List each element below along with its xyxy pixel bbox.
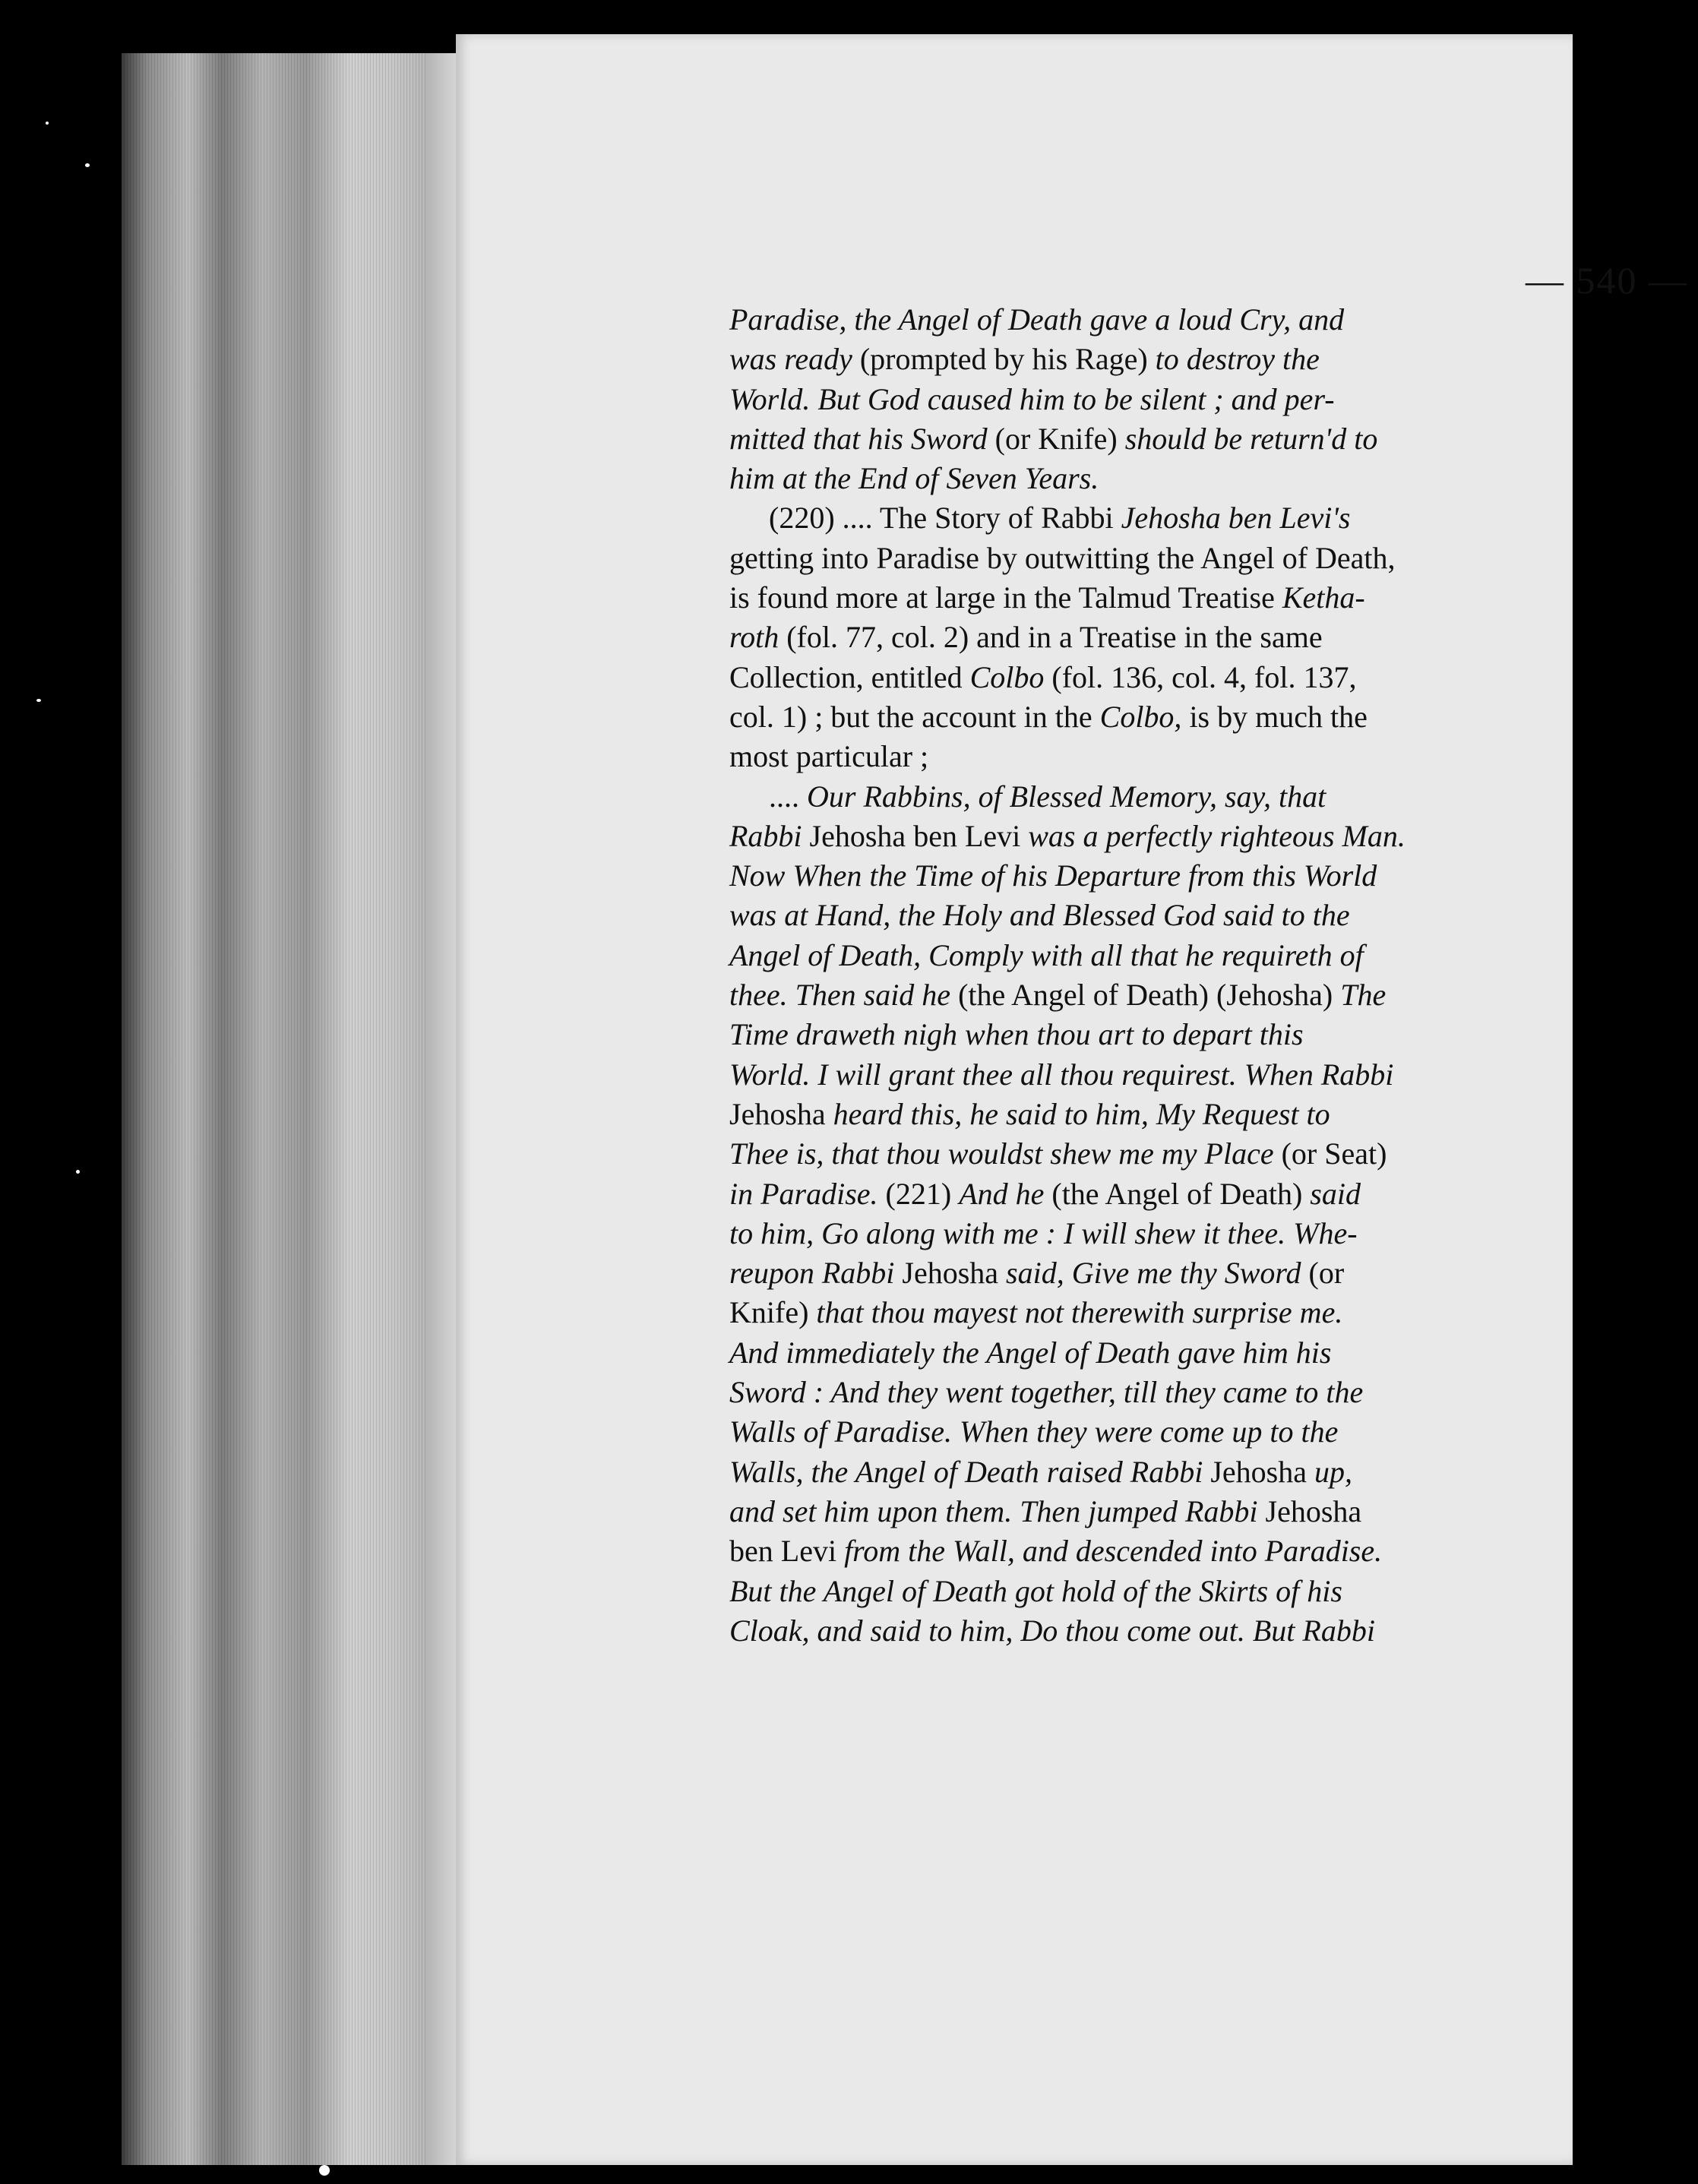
text-run: to destroy the: [1155, 342, 1320, 377]
text-run: Angel of Death, Comply with all that he requireth of: [729, 937, 1364, 972]
text-run: should be return'd to: [1124, 421, 1378, 456]
text-line: [729, 618, 1504, 657]
text-run: ben Levi: [729, 1534, 845, 1569]
text-line: [729, 856, 1504, 896]
text-run: ....: [769, 779, 807, 814]
text-run: Jehosha: [902, 1256, 1007, 1291]
text-run: Jehosha: [1210, 1454, 1314, 1489]
text-line: [729, 1333, 1504, 1373]
text-line: [729, 539, 1504, 578]
page-number: — 540 —: [1526, 259, 1688, 302]
page-text-block: [729, 300, 1504, 1651]
text-line: [729, 1611, 1504, 1651]
text-run: (or Seat): [1281, 1136, 1387, 1171]
text-line: [729, 658, 1504, 697]
text-line: [729, 737, 1504, 776]
text-line: [729, 578, 1504, 618]
text-run: up,: [1314, 1454, 1352, 1489]
text-run: Now When the Time of his Departure from this World: [729, 858, 1377, 893]
text-line: [729, 380, 1504, 419]
text-line: [729, 1174, 1504, 1214]
text-run: (or: [1308, 1256, 1345, 1291]
text-run: Jehosha ben Levi's: [1121, 501, 1351, 536]
text-run: Jehosha: [1265, 1493, 1362, 1528]
text-line: [729, 975, 1504, 1015]
text-run: Paradise, the Angel of Death gave a loud Cry, and: [729, 302, 1345, 337]
text-run: col. 1) ; but the account in the: [729, 699, 1100, 734]
text-run: roth: [729, 620, 787, 655]
text-line: [729, 1373, 1504, 1412]
text-run: Time draweth nigh when thou art to depart this: [729, 1017, 1304, 1052]
text-run: is found more at large in the Talmud Treatise: [729, 580, 1282, 615]
text-run: to him, Go along with me : I will shew it thee. Whe-: [729, 1215, 1358, 1250]
text-run: reupon Rabbi: [729, 1256, 903, 1291]
text-line: [729, 340, 1504, 379]
text-run: Knife): [729, 1295, 817, 1330]
left-page-edges: [122, 53, 456, 2165]
text-line: [729, 1134, 1504, 1174]
text-run: that thou mayest not therewith surprise me.: [816, 1295, 1343, 1330]
text-run: (the Angel of Death): [1051, 1176, 1311, 1211]
text-run: mitted that his Sword: [729, 421, 995, 456]
text-run: (or Knife): [994, 421, 1125, 456]
text-run: was ready: [729, 342, 860, 377]
text-run: said: [1310, 1176, 1361, 1211]
text-run: (fol. 136, col. 4, fol. 137,: [1051, 659, 1357, 694]
text-run: heard this, he said to him, My Request to: [833, 1096, 1330, 1131]
text-run: World. I will grant thee all thou requirest. When Rabbi: [729, 1057, 1394, 1092]
text-run: getting into Paradise by outwitting the Angel of Death,: [729, 540, 1396, 575]
text-run: Collection, entitled: [729, 659, 970, 694]
text-run: Rabbi: [729, 818, 810, 853]
text-run: Our Rabbins, of Blessed Memory, say, that: [807, 779, 1326, 814]
dust-speck: [76, 1170, 80, 1174]
text-line: [729, 817, 1504, 856]
text-run: (220) .... The Story of Rabbi: [769, 501, 1121, 536]
text-run: Walls, the Angel of Death raised Rabbi: [729, 1454, 1211, 1489]
text-line: [729, 498, 1504, 538]
text-run: (prompted by his Rage): [859, 342, 1156, 377]
text-run: Ketha-: [1282, 580, 1365, 615]
text-run: World. But God caused him to be silent ; and per-: [729, 381, 1335, 416]
text-run: The: [1340, 978, 1387, 1013]
text-line: [729, 1412, 1504, 1452]
text-line: [729, 1214, 1504, 1253]
text-run: said, Give me thy Sword: [1006, 1256, 1309, 1291]
text-run: Thee is, that thou wouldst shew me my Place: [729, 1136, 1282, 1171]
text-run: And he: [959, 1176, 1052, 1211]
text-line: [729, 459, 1504, 498]
text-line: [729, 936, 1504, 975]
text-run: But the Angel of Death got hold of the Skirts of his: [729, 1573, 1342, 1608]
text-run: Walls of Paradise. When they were come up to the: [729, 1414, 1339, 1449]
text-run: Jehosha ben Levi: [809, 818, 1029, 853]
text-run: in Paradise.: [729, 1176, 886, 1211]
dust-speck: [36, 699, 41, 702]
text-line: [729, 1095, 1504, 1134]
text-run: (221): [885, 1176, 960, 1211]
text-run: Cloak, and said to him, Do thou come out. But Rabbi: [729, 1613, 1375, 1648]
text-line: [729, 1572, 1504, 1611]
text-line: [729, 1452, 1504, 1492]
text-line: [729, 1253, 1504, 1293]
text-run: (the Angel of Death) (Jehosha): [958, 978, 1341, 1013]
text-line: [729, 697, 1504, 737]
text-line: [729, 896, 1504, 935]
text-run: most particular ;: [729, 739, 929, 774]
text-run: (fol. 77, col. 2) and in a Treatise in the same: [786, 620, 1323, 655]
text-line: [729, 1492, 1504, 1531]
dust-speck: [85, 163, 90, 167]
text-line: [729, 1015, 1504, 1054]
text-run: was at Hand, the Holy and Blessed God said to the: [729, 898, 1350, 933]
text-run: Colbo: [969, 659, 1052, 694]
text-run: is by much the: [1189, 699, 1368, 734]
text-line: [729, 1055, 1504, 1095]
text-run: Sword : And they went together, till they came to the: [729, 1375, 1364, 1410]
text-line: [729, 777, 1504, 817]
text-run: Jehosha: [729, 1096, 833, 1131]
text-run: And immediately the Angel of Death gave him his: [729, 1335, 1332, 1370]
text-run: was a perfectly righteous Man.: [1028, 818, 1406, 853]
text-run: and set him upon them. Then jumped Rabbi: [729, 1493, 1266, 1528]
text-line: [729, 1293, 1504, 1332]
text-run: Colbo,: [1099, 699, 1190, 734]
dust-speck: [319, 2165, 330, 2176]
text-line: [729, 419, 1504, 459]
text-line: [729, 1531, 1504, 1571]
text-run: him at the End of Seven Years.: [729, 461, 1099, 496]
dust-speck: [46, 122, 49, 125]
text-run: thee. Then said he: [729, 978, 959, 1013]
text-line: [729, 300, 1504, 340]
text-run: from the Wall, and descended into Paradise.: [844, 1534, 1383, 1569]
